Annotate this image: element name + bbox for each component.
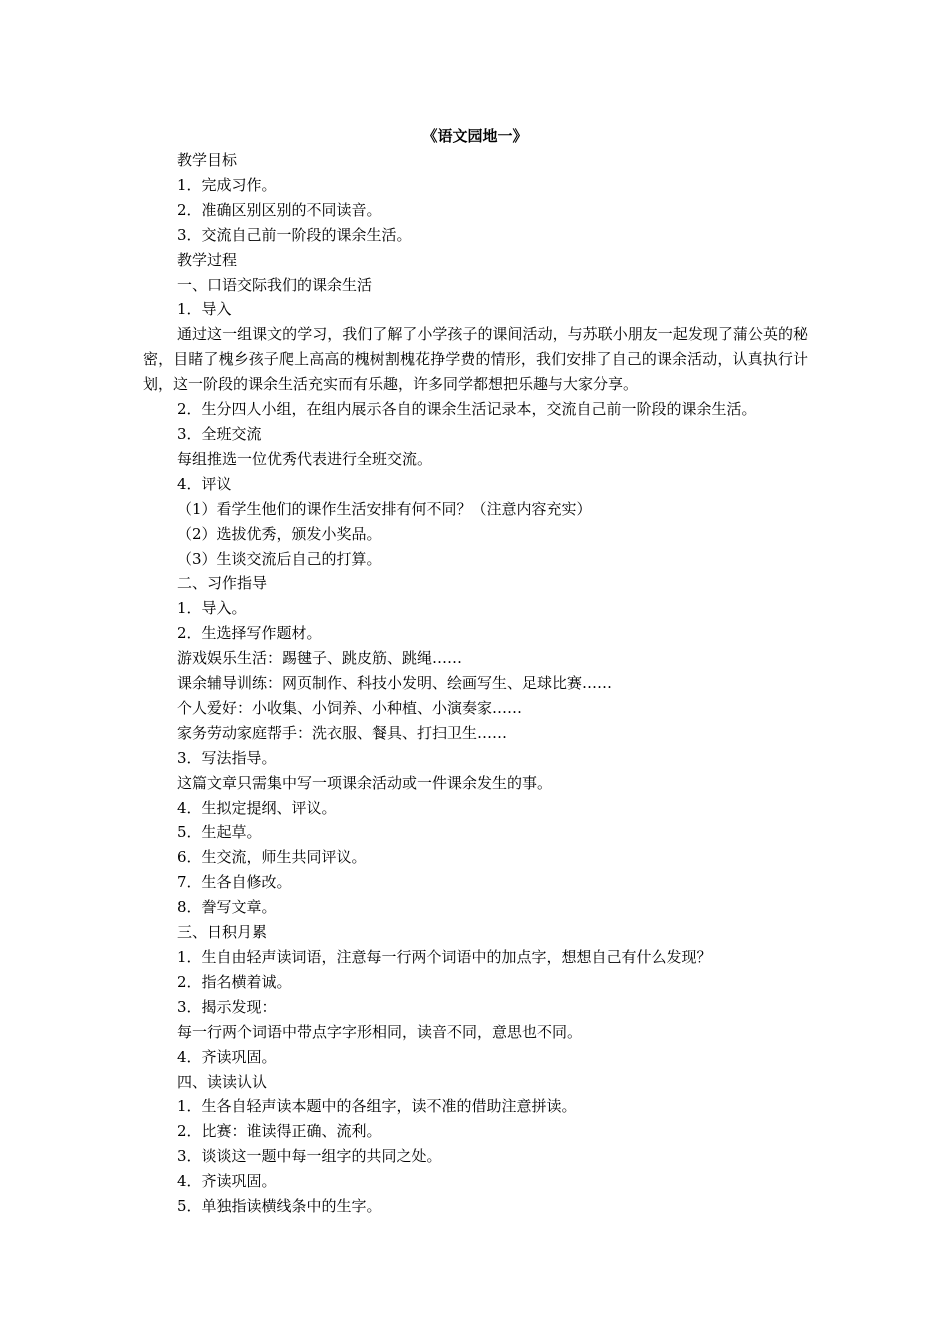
text-line: 5．生起草。 [177, 823, 262, 842]
text-line: 1．生自由轻声读词语，注意每一行两个词语中的加点字，想想自己有什么发现？ [177, 948, 712, 966]
text-line: （1）看学生他们的课作生活安排有何不同？（注意内容充实） [177, 499, 592, 518]
section-heading: 四、读读认认 [177, 1072, 268, 1091]
section-heading: 教学目标 [177, 151, 238, 169]
text-line: 4．齐读巩固。 [177, 1047, 277, 1066]
text-line: 1．导入。 [177, 599, 247, 618]
text-line: 4．齐读巩固。 [177, 1172, 277, 1191]
text-line: 3．谈谈这一题中每一组字的共同之处。 [177, 1147, 442, 1166]
text-line: 7．生各自修改。 [177, 873, 292, 892]
intro-paragraph: 通过这一组课文的学习，我们了解了小学孩子的课间活动，与苏联小朋友一起发现了蒲公英的秘密，目睹了槐乡孩子爬上高高的槐树割槐花挣学费的情形，我们安排了自己的课余活动，认真执行计划，这一阶段的课余生活充实而有乐趣，许多同学都想把乐趣与大家分享。 [143, 325, 808, 394]
section-heading: 二、习作指导 [177, 574, 268, 593]
text-line: 2．生选择写作题材。 [177, 624, 322, 643]
text-line: 2．生分四人小组，在组内展示各自的课余生活记录本，交流自己前一阶段的课余生活。 [177, 400, 757, 419]
text-line: 1．导入 [177, 300, 232, 319]
text-line: 2．准确区别区别的不同读音。 [177, 200, 382, 219]
text-line: 每组推选一位优秀代表进行全班交流。 [177, 449, 433, 468]
text-line: 1．生各自轻声读本题中的各组字，读不准的借助注意拼读。 [177, 1097, 577, 1116]
document-body [143, 148, 808, 1219]
text-line: 课余辅导训练：网页制作、科技小发明、绘画写生、足球比赛…… [177, 674, 613, 693]
section-heading: 一、口语交际我们的课余生活 [177, 275, 373, 294]
text-line: 这篇文章只需集中写一项课余活动或一件课余发生的事。 [177, 773, 553, 792]
text-line: 游戏娱乐生活：踢毽子、跳皮筋、跳绳…… [177, 649, 463, 668]
text-line: （2）选拔优秀，颁发小奖品。 [177, 524, 382, 543]
text-line: 4．评议 [177, 474, 232, 493]
section-heading: 教学过程 [177, 250, 238, 269]
text-line: 1．完成习作。 [177, 175, 277, 194]
text-line: 3．写法指导。 [177, 748, 277, 767]
text-line: 个人爱好：小收集、小饲养、小种植、小演奏家…… [177, 698, 523, 717]
text-line: 3．揭示发现： [177, 997, 277, 1016]
text-line: 4．生拟定提纲、评议。 [177, 798, 337, 817]
text-line: （3）生谈交流后自己的打算。 [177, 549, 382, 568]
section-heading: 三、日积月累 [177, 923, 268, 942]
text-line: 5．单独指读横线条中的生字。 [177, 1197, 382, 1216]
text-line: 每一行两个词语中带点字字形相同，读音不同，意思也不同。 [177, 1022, 583, 1041]
text-line: 家务劳动家庭帮手：洗衣服、餐具、打扫卫生…… [177, 723, 508, 742]
text-line: 3．交流自己前一阶段的课余生活。 [177, 225, 412, 244]
text-line: 6．生交流，师生共同评议。 [177, 848, 367, 867]
document-title: 《语文园地一》 [422, 127, 528, 145]
text-line: 3．全班交流 [177, 424, 262, 443]
text-line: 8．誊写文章。 [177, 898, 277, 917]
text-line: 2．指名横着诚。 [177, 972, 292, 991]
text-line: 2．比赛：谁读得正确、流利。 [177, 1122, 382, 1141]
